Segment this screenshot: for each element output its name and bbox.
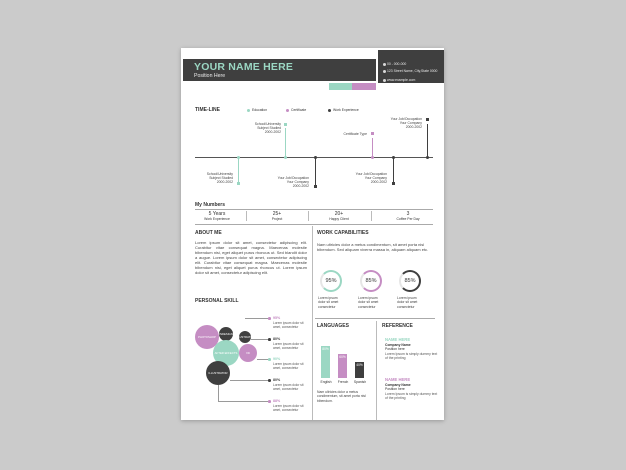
legend-work: Work Experience bbox=[333, 108, 359, 112]
skill-leader bbox=[251, 339, 269, 340]
skill-bubble: XD bbox=[239, 344, 257, 362]
legend-dot-certificate bbox=[286, 109, 289, 112]
resume-position: Position Here bbox=[194, 72, 226, 79]
skill-leader bbox=[218, 385, 219, 401]
timeline-stem bbox=[238, 157, 239, 184]
skill-desc: Lorem ipsum dolor sit amet, consectetur bbox=[273, 342, 304, 350]
certificate-icon bbox=[371, 132, 374, 135]
briefcase-icon bbox=[392, 182, 395, 185]
skill-bubble: PHOTOSHOP bbox=[195, 325, 219, 349]
skill-dot bbox=[268, 379, 271, 382]
skill-bubble: ILLUSTRATOR bbox=[206, 361, 230, 385]
skill-pct: 80% bbox=[273, 337, 281, 341]
skill-desc: Lorem ipsum dolor sit amet, consectetur bbox=[273, 404, 304, 412]
number-item: 25+ Project bbox=[271, 211, 283, 221]
numbers-sep bbox=[308, 211, 309, 221]
language-name: English bbox=[320, 380, 332, 384]
timeline-below-3: Your Job/Occupation Your Company 2000-2002 bbox=[355, 172, 387, 185]
skill-leader bbox=[218, 401, 269, 402]
ring-caption-1: Lorem ipsum dolor sit amet consectetur bbox=[318, 296, 339, 309]
skill-dot bbox=[268, 358, 271, 361]
skill-bubble: ILLUSTRATOR bbox=[239, 331, 251, 343]
timeline-stem bbox=[372, 138, 373, 157]
skill-dot bbox=[268, 338, 271, 341]
briefcase-icon bbox=[426, 118, 429, 121]
skill-leader bbox=[245, 318, 269, 319]
skill-pct: 88% bbox=[273, 399, 281, 403]
timeline-below-1: School/University Subject Studied 2000-2002 bbox=[206, 172, 233, 185]
timeline-stem bbox=[315, 157, 316, 187]
skill-dot bbox=[268, 317, 271, 320]
language-bar-french: 60% bbox=[338, 354, 347, 378]
numbers-rule-top bbox=[195, 209, 433, 210]
numbers-rule-bottom bbox=[195, 224, 433, 225]
skill-dot bbox=[268, 400, 271, 403]
timeline-title: TIME-LINE bbox=[195, 107, 220, 113]
timeline-node bbox=[237, 156, 240, 159]
timeline-above-1: School/University Subject Studied 2000-2002 bbox=[254, 122, 281, 135]
timeline-node bbox=[392, 156, 395, 159]
legend-dot-work bbox=[328, 109, 331, 112]
ring-chart-1: 95% bbox=[320, 270, 342, 292]
timeline-node bbox=[426, 156, 429, 159]
language-bar-english: 80% bbox=[321, 346, 330, 378]
timeline-below-2: Your Job/Occupation Your Company 2000-2002 bbox=[277, 176, 309, 189]
skill-desc: Lorem ipsum dolor sit amet, consectetur bbox=[273, 383, 304, 391]
ring-chart-2: 85% bbox=[360, 270, 382, 292]
about-text: Lorem ipsum dolor sit amet, consectetur adipiscing elit. Curabitur vitae consequat magna. Maecenas molestie bibendum nisi, eget aliquet purus rhoncus ut. Sed blandit dolor a augue. Lorem ipsum dolor sit amet, consectetur adipiscing elit. Curabitur vitae consequat magna. Maecenas molestie bibendum nisi, eget aliquet purus rhoncus ut. Lorem ipsum dolor sit amet, consectetur adipiscing elit. bbox=[195, 240, 307, 275]
number-item: 3 Coffee Per Day bbox=[396, 211, 420, 221]
timeline-stem bbox=[427, 124, 428, 157]
email-icon bbox=[383, 79, 386, 82]
contact-box bbox=[378, 50, 444, 83]
ring-caption-3: Lorem ipsum dolor sit amet consectetur bbox=[397, 296, 418, 309]
ring-caption-2: Lorem ipsum dolor sit amet consectetur bbox=[358, 296, 379, 309]
resume-page bbox=[181, 48, 444, 420]
timeline-stem bbox=[285, 128, 286, 157]
accent-strip-teal bbox=[329, 83, 352, 90]
contact-address: 123 Street Name, City,State 0000 bbox=[387, 69, 438, 73]
timeline-node bbox=[314, 156, 317, 159]
work-text: Nam ultricies dolor a metus condimentum, sit amet porta nisl bibendum. Sed aliquam viverra massa in, aliquam aliquam etc. bbox=[317, 242, 429, 252]
skill-leader bbox=[230, 380, 269, 381]
column-divider bbox=[312, 226, 313, 420]
number-item: 20+ Happy Client bbox=[329, 211, 349, 221]
skills-title: PERSONAL SKILL bbox=[195, 298, 239, 304]
resume-name: YOUR NAME HERE bbox=[194, 61, 294, 73]
timeline-stem bbox=[393, 157, 394, 184]
reference-item: NAME HERE Company Name Position here Lorem Ipsum is simply dummy text of the printing bbox=[385, 377, 438, 400]
languages-text: Nam ultricies dolor a metus condimentum, sit amet porta nisl bibendum. bbox=[317, 390, 366, 403]
skill-pct: 95% bbox=[273, 316, 281, 320]
skill-desc: Lorem ipsum dolor sit amet, consectetur bbox=[273, 321, 304, 329]
timeline-node bbox=[284, 156, 287, 159]
languages-title: LANGUAGES bbox=[317, 323, 349, 329]
timeline-above-3: Your Job/Occupation Your Company 2000-2002 bbox=[390, 117, 422, 130]
location-icon bbox=[383, 70, 386, 73]
skill-pct: 90% bbox=[273, 357, 281, 361]
skill-bubble: AFTER EFFECTS bbox=[213, 340, 239, 366]
work-title: WORK CAPABILITIES bbox=[317, 230, 369, 236]
numbers-sep bbox=[371, 211, 372, 221]
numbers-title: My Numbers bbox=[195, 202, 226, 208]
education-icon bbox=[237, 182, 240, 185]
legend-certificate: Certificate bbox=[291, 108, 307, 112]
skill-pct: 80% bbox=[273, 378, 281, 382]
legend-education: Education bbox=[252, 108, 268, 112]
skill-desc: Lorem ipsum dolor sit amet, consectetur bbox=[273, 362, 304, 370]
languages-rule bbox=[315, 318, 435, 319]
education-icon bbox=[284, 123, 287, 126]
briefcase-icon bbox=[314, 185, 317, 188]
legend-dot-education bbox=[247, 109, 250, 112]
contact-web: www.example.com bbox=[387, 78, 416, 82]
language-name: French bbox=[337, 380, 349, 384]
languages-chart bbox=[317, 336, 371, 378]
accent-strip-pink bbox=[352, 83, 376, 90]
reference-divider bbox=[376, 321, 377, 420]
reference-item: NAME HERE Company Name Position here Lorem Ipsum is simply dummy text of the printing bbox=[385, 337, 438, 360]
language-name: Spanish bbox=[353, 380, 367, 384]
number-item: 5 Years Work Experience bbox=[204, 211, 230, 221]
skill-bubble: INDESIGN bbox=[219, 327, 233, 341]
phone-icon bbox=[383, 63, 386, 66]
contact-phone: 00 - 000-000 bbox=[387, 62, 407, 66]
timeline-above-2: Certificate Type bbox=[343, 132, 367, 136]
about-title: ABOUT ME bbox=[195, 230, 222, 236]
timeline-node bbox=[371, 156, 374, 159]
numbers-sep bbox=[246, 211, 247, 221]
ring-chart-3: 85% bbox=[399, 270, 421, 292]
language-bar-spanish: 40% bbox=[355, 362, 364, 378]
reference-title: REFERENCE bbox=[382, 323, 413, 329]
